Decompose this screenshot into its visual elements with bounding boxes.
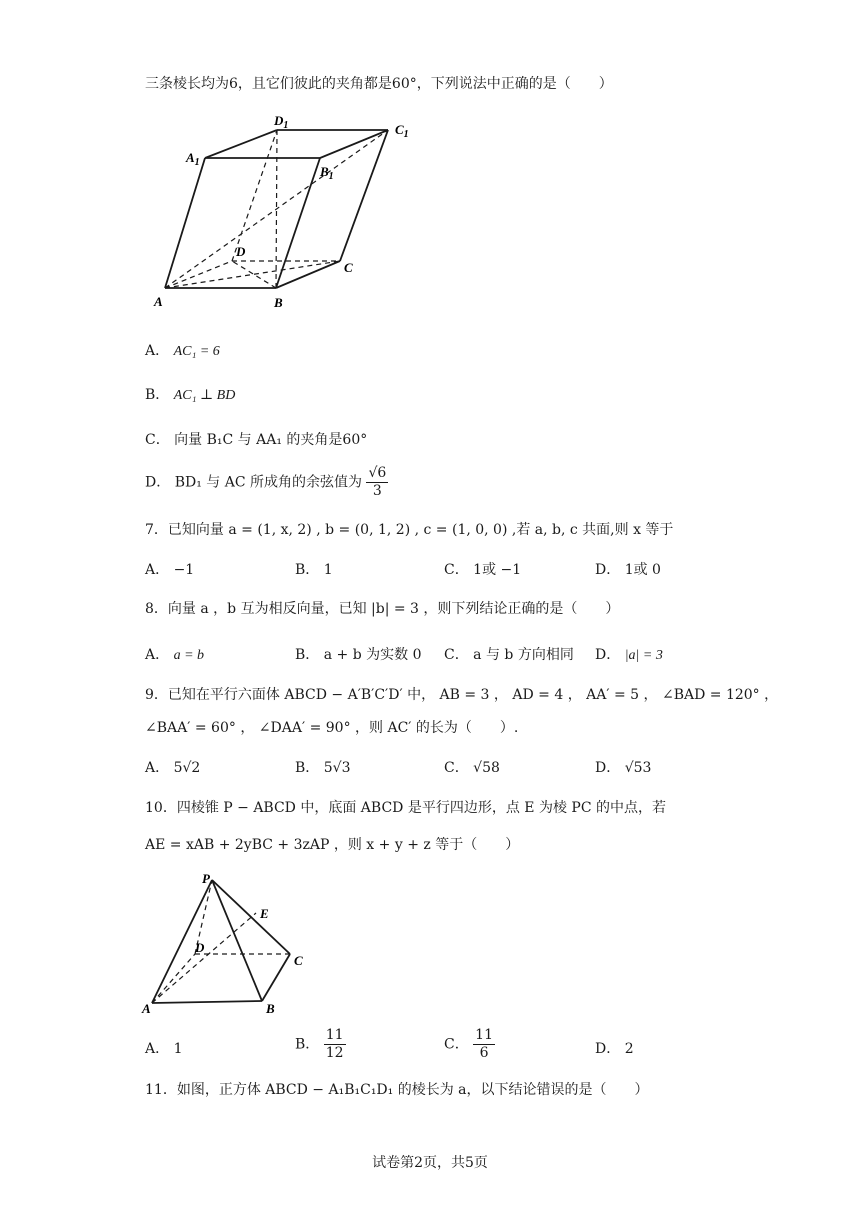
q8-option-a: A． a = b	[145, 647, 205, 663]
q6-option-d: D． BD₁ 与 AC 所成角的余弦值为 $\frac{√6}{3}$	[145, 465, 387, 499]
q9-option-d: D． √53	[595, 760, 652, 776]
label-E: E	[260, 906, 269, 921]
q10-option-a: A． 1	[145, 1041, 183, 1057]
q9-stem-line2: ∠BAA′ = 60° ， ∠DAA′ = 90° ，则 AC′ 的长为（ ）.	[145, 720, 519, 736]
q7-option-b: B． 1	[295, 562, 333, 578]
page-footer: 试卷第2页，共5页	[372, 1155, 488, 1171]
q6-option-b: B． AC₁ ⊥ BD	[145, 387, 236, 403]
q6-stem: 三条棱长均为6，且它们彼此的夹角都是60°，下列说法中正确的是（ ）	[145, 76, 613, 92]
q6-option-d-fraction: $\frac{√6}{3}$	[368, 465, 387, 499]
label-P: P	[202, 871, 210, 886]
q10-stem-line1: 10．四棱锥 P − ABCD 中，底面 ABCD 是平行四边形，点 E 为棱 PC 的中点，若	[145, 800, 667, 816]
q8-option-c: C． a 与 b 方向相同	[444, 647, 574, 663]
q7-option-c: C． 1或 −1	[444, 562, 522, 578]
label-D: D	[236, 244, 246, 259]
q8-option-d: D． |a| = 3	[595, 647, 663, 663]
q10-option-b-fraction: $\frac{11}{12}$	[325, 1027, 344, 1061]
label-A: A	[142, 1001, 151, 1016]
q10-option-d: D． 2	[595, 1041, 634, 1057]
label-B: B	[266, 1001, 275, 1016]
label-D1: $D_1$	[274, 113, 289, 131]
q7-option-a: A． −1	[145, 562, 195, 578]
q9-option-a: A． 5√2	[145, 760, 201, 776]
label-C1: $C_1$	[395, 122, 409, 140]
q6-option-a: A． AC₁ = 6	[145, 343, 220, 359]
label-C: C	[294, 953, 303, 968]
q10-option-b: B． $\frac{11}{12}$	[295, 1027, 344, 1061]
pyramid-figure	[140, 868, 320, 1018]
label-C: C	[344, 260, 353, 275]
q8-option-b: B． a + b 为实数 0	[295, 647, 422, 663]
q10-option-c: C． $\frac{11}{6}$	[444, 1027, 493, 1061]
q6-option-c: C． 向量 B₁C 与 AA₁ 的夹角是60°	[145, 432, 368, 448]
label-D: D	[195, 940, 205, 955]
q11-stem: 11．如图，正方体 ABCD − A₁B₁C₁D₁ 的棱长为 a，以下结论错误的是（ ）	[145, 1082, 649, 1098]
q9-option-c: C． √58	[444, 760, 500, 776]
q9-option-b: B． 5√3	[295, 760, 351, 776]
label-B: B	[274, 295, 283, 310]
q7-stem: 7．已知向量 a = (1, x, 2) , b = (0, 1, 2) , c = (1, 0, 0) ,若 a, b, c 共面,则 x 等于	[145, 522, 674, 538]
label-A: A	[154, 294, 163, 309]
q10-option-c-fraction: $\frac{11}{6}$	[475, 1027, 493, 1061]
label-B1: $B_1$	[320, 164, 334, 182]
parallelepiped-figure	[150, 108, 420, 313]
q8-stem: 8．向量 a ，b 互为相反向量，已知 |b| = 3 ，则下列结论正确的是（ ）	[145, 601, 620, 617]
q9-stem-line1: 9．已知在平行六面体 ABCD − A′B′C′D′ 中， AB = 3 ， AD = 4 ， AA′ = 5 ， ∠BAD = 120° ，	[145, 687, 779, 703]
label-A1: $A_1$	[186, 150, 200, 168]
q10-stem-line2: AE = xAB + 2yBC + 3zAP ，则 x + y + z 等于（ ）	[145, 837, 520, 853]
q7-option-d: D． 1或 0	[595, 562, 661, 578]
